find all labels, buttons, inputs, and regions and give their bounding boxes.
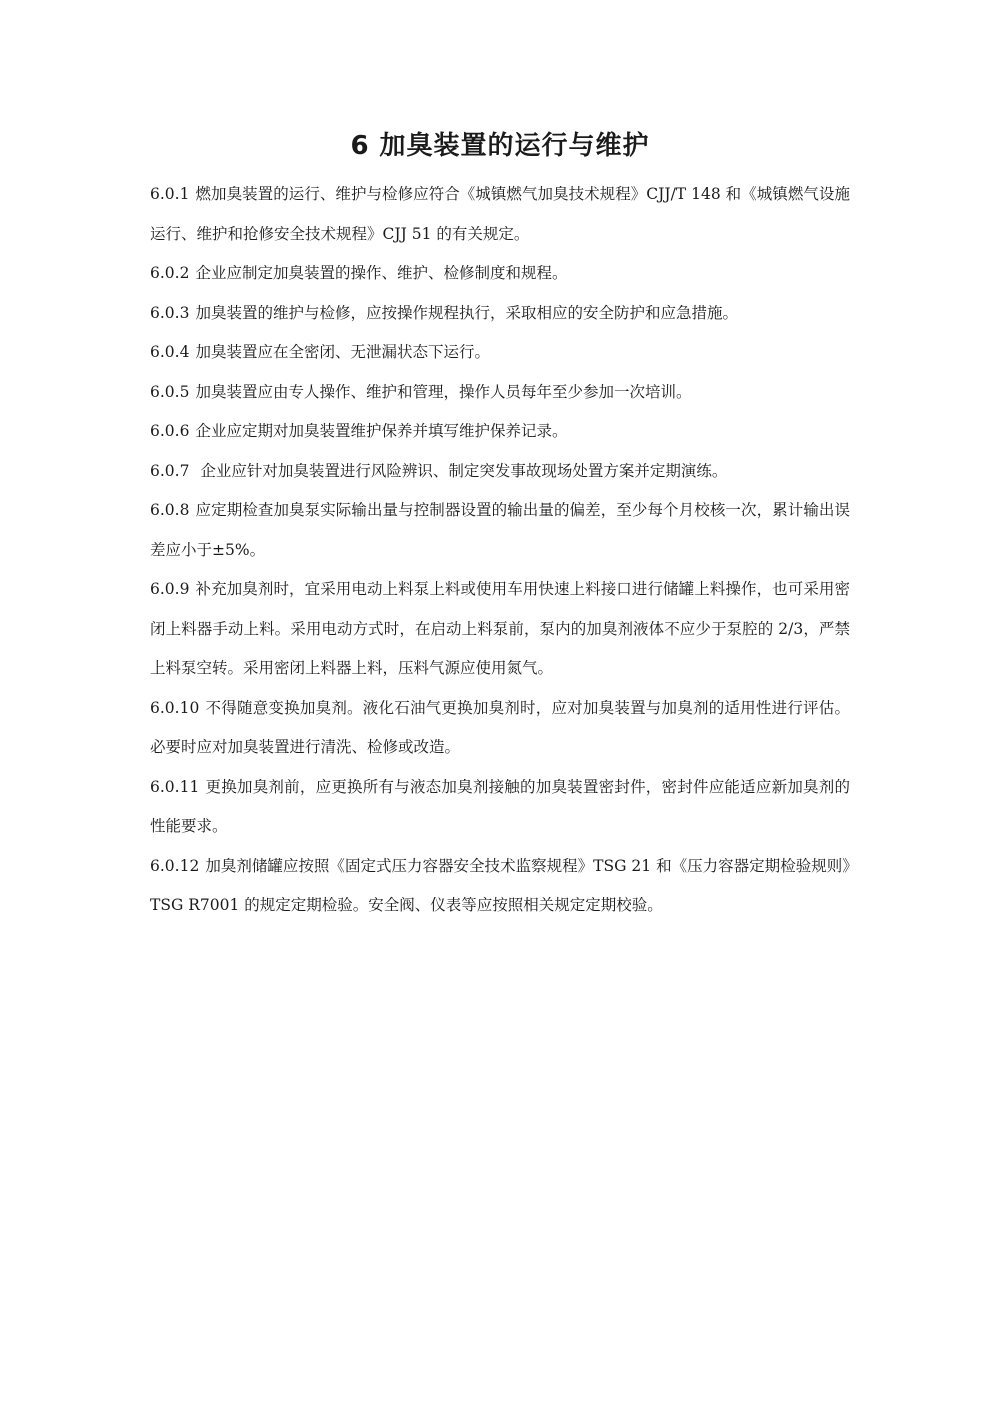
clause-text: 不得随意变换加臭剂。液化石油气更换加臭剂时，应对加臭装置与加臭剂的适用性进行评估。必要时应对加臭装置进行清洗、检修或改造。 xyxy=(150,698,850,756)
clause-number: 6.0.7 xyxy=(150,461,190,480)
clause-6-0-7 xyxy=(150,452,850,492)
clause-list xyxy=(150,175,850,926)
chapter-title-text: 加臭装置的运行与维护 xyxy=(379,131,650,161)
clause-number: 6.0.10 xyxy=(150,698,200,717)
clause-number: 6.0.6 xyxy=(150,422,190,440)
clause-number: 6.0.11 xyxy=(150,777,200,796)
clause-text: 更换加臭剂前，应更换所有与液态加臭剂接触的加臭装置密封件，密封件应能适应新加臭剂的性能要求。 xyxy=(150,777,850,835)
clause-number: 6.0.5 xyxy=(150,382,190,401)
clause-text: 应定期检查加臭泵实际输出量与控制器设置的输出量的偏差，至少每个月校核一次，累计输出误差应小于±5%。 xyxy=(150,501,850,559)
clause-text: 加臭装置应在全密闭、无泄漏状态下运行。 xyxy=(195,343,490,361)
clause-text: 加臭装置应由专人操作、维护和管理，操作人员每年至少参加一次培训。 xyxy=(195,382,692,401)
clause-6-0-4 xyxy=(150,333,850,373)
clause-number: 6.0.9 xyxy=(150,580,190,598)
clause-6-0-6 xyxy=(150,412,850,452)
clause-6-0-10 xyxy=(150,689,850,768)
clause-6-0-12 xyxy=(150,847,850,926)
clause-6-0-11 xyxy=(150,768,850,847)
clause-6-0-8 xyxy=(150,491,850,570)
clause-number: 6.0.2 xyxy=(150,264,190,282)
clause-number: 6.0.1 xyxy=(150,185,190,203)
clause-text: 补充加臭剂时，宜采用电动上料泵上料或使用车用快速上料接口进行储罐上料操作，也可采用密闭上料器手动上料。采用电动方式时，在启动上料泵前，泵内的加臭剂液体不应少于泵腔的 2/3，严禁上料泵空转。采用密闭上料器上料，压料气源应使用氮气。 xyxy=(150,580,850,677)
clause-number: 6.0.8 xyxy=(150,501,190,519)
clause-number: 6.0.12 xyxy=(150,856,200,875)
clause-6-0-9 xyxy=(150,570,850,689)
clause-text: 燃加臭装置的运行、维护与检修应符合《城镇燃气加臭技术规程》CJJ/T 148 和《城镇燃气设施运行、维护和抢修安全技术规程》CJJ 51 的有关规定。 xyxy=(150,185,850,243)
clause-text: 加臭装置的维护与检修，应按操作规程执行，采取相应的安全防护和应急措施。 xyxy=(195,303,738,322)
clause-6-0-2 xyxy=(150,254,850,294)
chapter-title xyxy=(0,128,1000,164)
clause-6-0-5 xyxy=(150,373,850,413)
chapter-number: 6 xyxy=(350,131,370,161)
clause-6-0-3 xyxy=(150,294,850,334)
clause-number: 6.0.4 xyxy=(150,343,190,361)
clause-text: 企业应制定加臭装置的操作、维护、检修制度和规程。 xyxy=(195,264,568,282)
clause-text: 企业应定期对加臭装置维护保养并填写维护保养记录。 xyxy=(195,422,568,440)
clause-text: 企业应针对加臭装置进行风险辨识、制定突发事故现场处置方案并定期演练。 xyxy=(195,461,728,480)
clause-number: 6.0.3 xyxy=(150,303,190,322)
clause-text: 加臭剂储罐应按照《固定式压力容器安全技术监察规程》TSG 21 和《压力容器定期检验规则》TSG R7001 的规定定期检验。安全阀、仪表等应按照相关规定定期校验。 xyxy=(150,856,850,914)
clause-6-0-1 xyxy=(150,175,850,254)
